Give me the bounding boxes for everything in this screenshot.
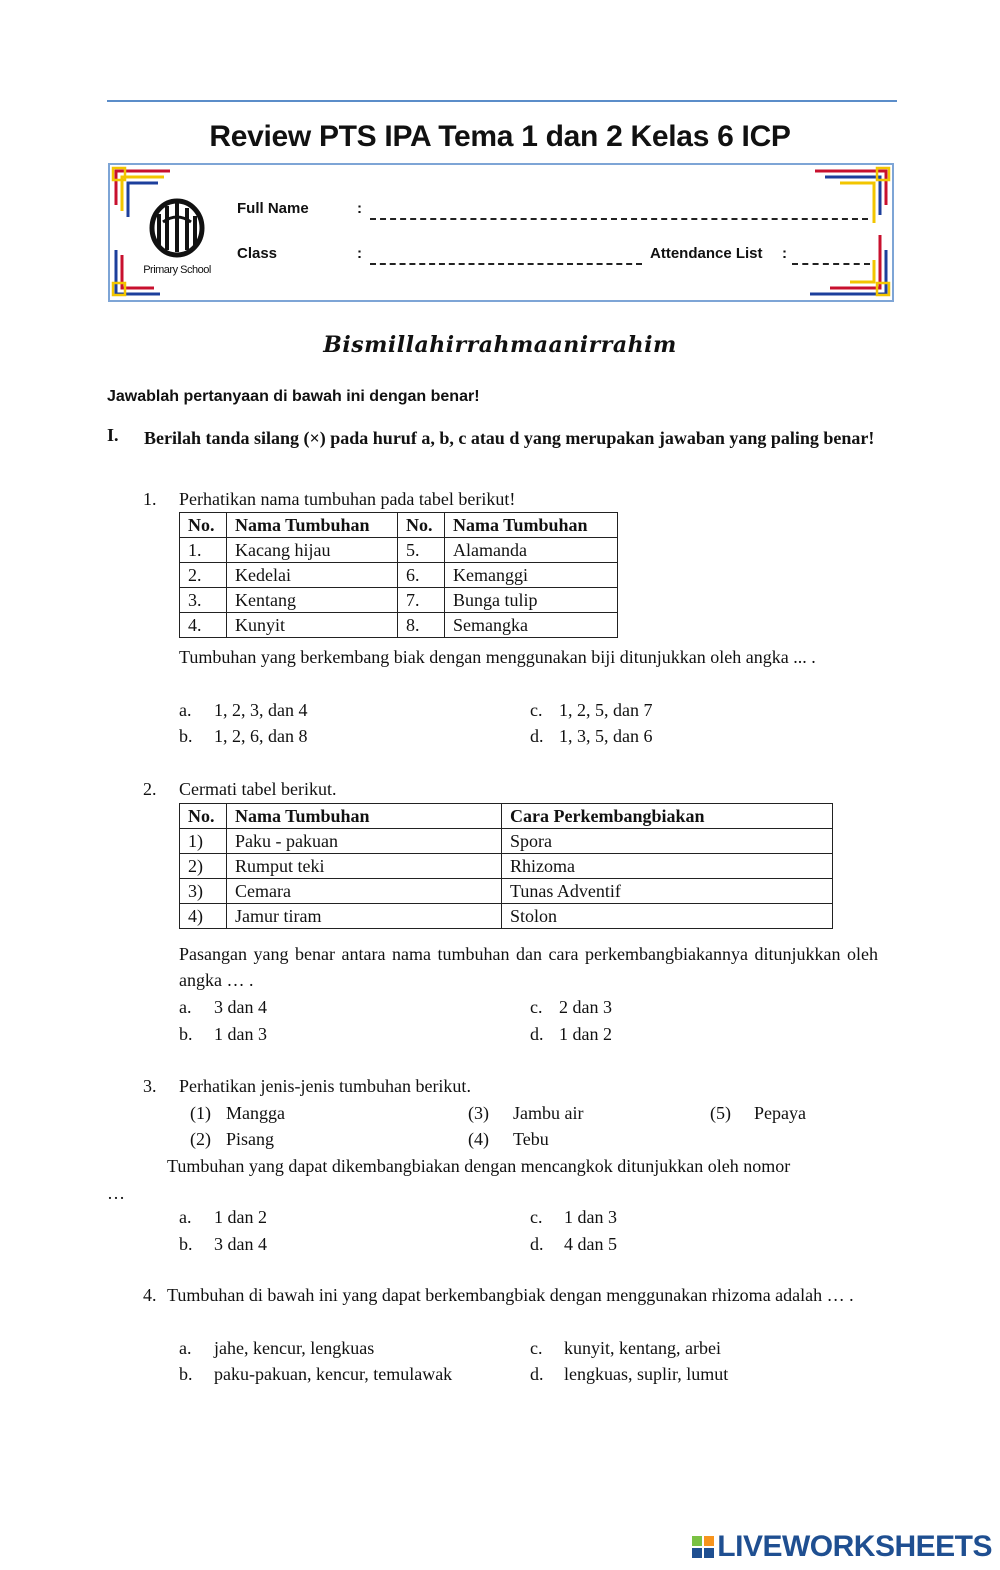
attendance-label: Attendance List xyxy=(650,245,763,262)
table-cell: 2. xyxy=(180,563,227,588)
top-rule xyxy=(107,100,897,102)
table-cell: Rhizoma xyxy=(502,854,833,879)
question-prompt: Perhatikan nama tumbuhan pada tabel berikut! xyxy=(179,489,516,509)
option-text[interactable]: 2 dan 3 xyxy=(559,997,612,1017)
plant-item-number: (3) xyxy=(468,1103,489,1123)
section-instruction: Berilah tanda silang (×) pada huruf a, b, c atau d yang merupakan jawaban yang paling benar! xyxy=(144,428,875,448)
option-letter[interactable]: c. xyxy=(530,700,543,720)
class-colon: : xyxy=(357,245,362,262)
plant-item-name: Pepaya xyxy=(754,1103,806,1123)
class-label: Class xyxy=(237,245,278,262)
option-letter[interactable]: d. xyxy=(530,726,544,746)
option-letter[interactable]: d. xyxy=(530,1364,544,1384)
option-letter[interactable]: a. xyxy=(179,1207,192,1227)
full-name-label: Full Name xyxy=(237,200,309,217)
question-stem-end: … xyxy=(107,1183,125,1203)
option-letter[interactable]: d. xyxy=(530,1234,544,1254)
table-cell: Stolon xyxy=(502,904,833,929)
table-header-row xyxy=(180,804,833,829)
option-letter[interactable]: c. xyxy=(530,1338,543,1358)
table-cell: Rumput teki xyxy=(227,854,502,879)
table-cell: Spora xyxy=(502,829,833,854)
option-letter[interactable]: c. xyxy=(530,997,543,1017)
table-row xyxy=(180,904,833,929)
option-letter[interactable]: b. xyxy=(179,1364,193,1384)
table-header: Cara Perkembangbiakan xyxy=(502,804,833,829)
plant-item-number: (5) xyxy=(710,1103,731,1123)
question-prompt: Cermati tabel berikut. xyxy=(179,779,337,799)
table-cell: 7. xyxy=(398,588,445,613)
table-cell: 5. xyxy=(398,538,445,563)
table-cell: 3. xyxy=(180,588,227,613)
option-text[interactable]: 1, 2, 5, dan 7 xyxy=(559,700,653,720)
table-cell: 6. xyxy=(398,563,445,588)
plant-item-name: Mangga xyxy=(226,1103,285,1123)
option-letter[interactable]: d. xyxy=(530,1024,544,1044)
option-letter[interactable]: b. xyxy=(179,1234,193,1254)
table-cell: Paku - pakuan xyxy=(227,829,502,854)
table-header: No. xyxy=(398,513,445,538)
option-text[interactable]: 1, 2, 3, dan 4 xyxy=(214,700,308,720)
full-name-field[interactable] xyxy=(370,202,868,220)
table-row xyxy=(180,879,833,904)
option-letter[interactable]: c. xyxy=(530,1207,543,1227)
brand-text: LIVEWORKSHEETS xyxy=(717,1530,992,1563)
option-letter[interactable]: b. xyxy=(179,726,193,746)
table-row xyxy=(180,588,618,613)
table-cell: 4) xyxy=(180,904,227,929)
attendance-field[interactable] xyxy=(792,247,870,265)
school-emblem-icon xyxy=(137,192,217,258)
table-header: No. xyxy=(180,804,227,829)
logo-caption: Primary School xyxy=(143,264,211,276)
question-number: 3. xyxy=(143,1076,157,1096)
option-text[interactable]: 1, 2, 6, dan 8 xyxy=(214,726,308,746)
option-letter[interactable]: a. xyxy=(179,997,192,1017)
section-number: I. xyxy=(107,425,119,445)
option-text[interactable]: 1, 3, 5, dan 6 xyxy=(559,726,653,746)
table-cell: Kedelai xyxy=(227,563,398,588)
table-cell: Bunga tulip xyxy=(445,588,618,613)
table-row xyxy=(180,854,833,879)
table-header: Nama Tumbuhan xyxy=(227,804,502,829)
question-prompt: Perhatikan jenis-jenis tumbuhan berikut. xyxy=(179,1076,471,1096)
table-cell: Semangka xyxy=(445,613,618,638)
table-header: Nama Tumbuhan xyxy=(445,513,618,538)
table-cell: Kentang xyxy=(227,588,398,613)
liveworksheets-logo[interactable] xyxy=(692,1530,992,1564)
option-letter[interactable]: a. xyxy=(179,1338,192,1358)
question-number: 1. xyxy=(143,489,157,509)
option-text[interactable]: kunyit, kentang, arbei xyxy=(564,1338,721,1358)
table-row xyxy=(180,829,833,854)
table-cell: Kunyit xyxy=(227,613,398,638)
table-row xyxy=(180,563,618,588)
decorative-frame-corners xyxy=(110,165,892,300)
page-title: Review PTS IPA Tema 1 dan 2 Kelas 6 ICP xyxy=(209,120,791,153)
option-text[interactable]: 3 dan 4 xyxy=(214,1234,267,1254)
full-name-colon: : xyxy=(357,200,362,217)
plant-item-number: (1) xyxy=(190,1103,211,1123)
plants-table xyxy=(179,512,618,638)
option-letter[interactable]: b. xyxy=(179,1024,193,1044)
table-header: Nama Tumbuhan xyxy=(227,513,398,538)
plant-item-number: (2) xyxy=(190,1129,211,1149)
table-cell: 1) xyxy=(180,829,227,854)
question-number: 2. xyxy=(143,779,157,799)
option-text[interactable]: 1 dan 2 xyxy=(559,1024,612,1044)
plant-item-number: (4) xyxy=(468,1129,489,1149)
question-stem: Tumbuhan yang dapat dikembangbiakan dengan mencangkok ditunjukkan oleh nomor xyxy=(167,1156,791,1176)
table-cell: Cemara xyxy=(227,879,502,904)
option-text[interactable]: jahe, kencur, lengkuas xyxy=(214,1338,375,1358)
table-cell: 4. xyxy=(180,613,227,638)
table-row xyxy=(180,538,618,563)
option-text[interactable]: 4 dan 5 xyxy=(564,1234,617,1254)
table-cell: 1. xyxy=(180,538,227,563)
table-cell: Kemanggi xyxy=(445,563,618,588)
option-text[interactable]: 1 dan 2 xyxy=(214,1207,267,1227)
school-logo xyxy=(137,192,217,278)
option-text[interactable]: lengkuas, suplir, lumut xyxy=(564,1364,729,1384)
question-stem: Pasangan yang benar antara nama tumbuhan dan cara perkembangbiakannya ditunjukkan oleh angka … . xyxy=(179,944,878,990)
option-text[interactable]: 1 dan 3 xyxy=(214,1024,267,1044)
plant-item-name: Pisang xyxy=(226,1129,275,1149)
table-row xyxy=(180,613,618,638)
question-stem: Tumbuhan yang berkembang biak dengan menggunakan biji ditunjukkan oleh angka ... . xyxy=(179,647,816,667)
question-stem: Tumbuhan di bawah ini yang dapat berkembangbiak dengan menggunakan rhizoma adalah … . xyxy=(167,1285,854,1305)
table-cell: Jamur tiram xyxy=(227,904,502,929)
bismillah-heading: Bismillahirrahmaanirrahim xyxy=(323,332,677,358)
instruction-text: Jawablah pertanyaan di bawah ini dengan benar! xyxy=(107,388,480,405)
option-letter[interactable]: a. xyxy=(179,700,192,720)
table-cell: Kacang hijau xyxy=(227,538,398,563)
option-text[interactable]: paku-pakuan, kencur, temulawak xyxy=(214,1364,453,1384)
table-cell: 3) xyxy=(180,879,227,904)
option-text[interactable]: 3 dan 4 xyxy=(214,997,267,1017)
table-cell: 8. xyxy=(398,613,445,638)
table-cell: Tunas Adventif xyxy=(502,879,833,904)
question-number: 4. xyxy=(143,1285,157,1305)
table-header: No. xyxy=(180,513,227,538)
table-cell: 2) xyxy=(180,854,227,879)
option-text[interactable]: 1 dan 3 xyxy=(564,1207,617,1227)
table-header-row xyxy=(180,513,618,538)
plant-item-name: Tebu xyxy=(513,1129,549,1149)
liveworksheets-icon xyxy=(692,1536,714,1558)
attendance-colon: : xyxy=(782,245,787,262)
reproduction-table xyxy=(179,803,833,929)
plant-item-name: Jambu air xyxy=(513,1103,584,1123)
table-cell: Alamanda xyxy=(445,538,618,563)
class-field[interactable] xyxy=(370,247,642,265)
